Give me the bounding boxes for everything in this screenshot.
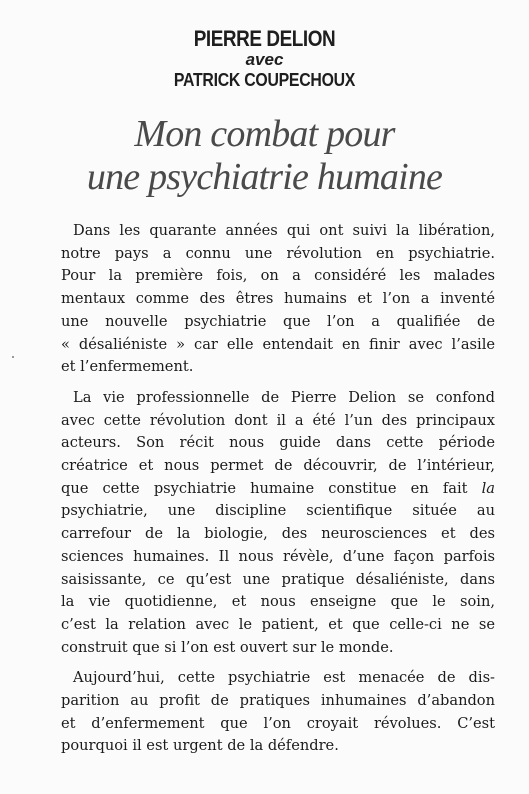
text-line: Pour la première fois, on a considéré les malades	[61, 267, 495, 285]
text-line: psychiatrie, une discipline scientifique située au	[61, 502, 495, 520]
text-line: sciences humaines. Il nous révèle, d’une façon parfois	[61, 547, 495, 565]
text-line: avec cette révolution dont il a été l’un des principaux	[61, 411, 495, 429]
text-line: et d’enfermement que l’on croyait révolues. C’est	[61, 714, 495, 732]
coauthor-name: PATRICK COUPECHOUX	[173, 70, 356, 90]
text-line: notre pays a connu une révolution en psychiatrie.	[61, 244, 495, 262]
title-line-2: une psychiatrie humaine	[86, 156, 443, 198]
paragraph-3	[61, 667, 495, 758]
text-line: une nouvelle psychiatrie que l’on a qualifiée de	[61, 312, 495, 330]
paragraph-2	[61, 387, 495, 659]
text-line: construit que si l’on est ouvert sur le monde.	[61, 638, 394, 656]
blurb-text	[61, 220, 495, 766]
text-line: saisissante, ce qu’est une pratique désaliéniste, dans	[61, 570, 495, 588]
title-line-1: Mon combat pour	[134, 113, 395, 155]
text-line: mentaux comme des êtres humains et l’on a inventé	[61, 290, 495, 308]
text-line: pourquoi il est urgent de la défendre.	[61, 737, 339, 755]
text-line: c’est la relation avec le patient, et que celle-ci ne se	[61, 615, 495, 633]
text-line: « désaliéniste » car elle entendait en finir avec l’asile	[61, 335, 495, 353]
text-line: Dans les quarante années qui ont suivi la libération,	[73, 222, 495, 239]
text-line: créatrice et nous permet de découvrir, de l’intérieur,	[61, 457, 495, 475]
with-label: avec	[245, 50, 284, 69]
author-name: PIERRE DELION	[193, 26, 336, 51]
text-line: la vie quotidienne, et nous enseigne que le soin,	[61, 593, 495, 611]
paragraph-1	[61, 220, 495, 379]
text-line: carrefour de la biologie, des neurosciences et des	[61, 525, 495, 543]
margin-mark	[12, 356, 14, 358]
text-line: Aujourd’hui, cette psychiatrie est menacée de dis-	[73, 669, 495, 687]
text-line: parition au profit de pratiques inhumaines d’abandon	[61, 692, 495, 710]
text-line: et l’enfermement.	[61, 358, 194, 376]
book-title	[0, 113, 529, 199]
emphasis-word: la	[481, 479, 495, 497]
text-line: que cette psychiatrie humaine constitue en fait la	[61, 479, 495, 497]
text-line: acteurs. Son récit nous guide dans cette période	[61, 434, 495, 452]
book-header	[0, 26, 529, 91]
text-line: La vie professionnelle de Pierre Delion se confond	[73, 388, 495, 406]
